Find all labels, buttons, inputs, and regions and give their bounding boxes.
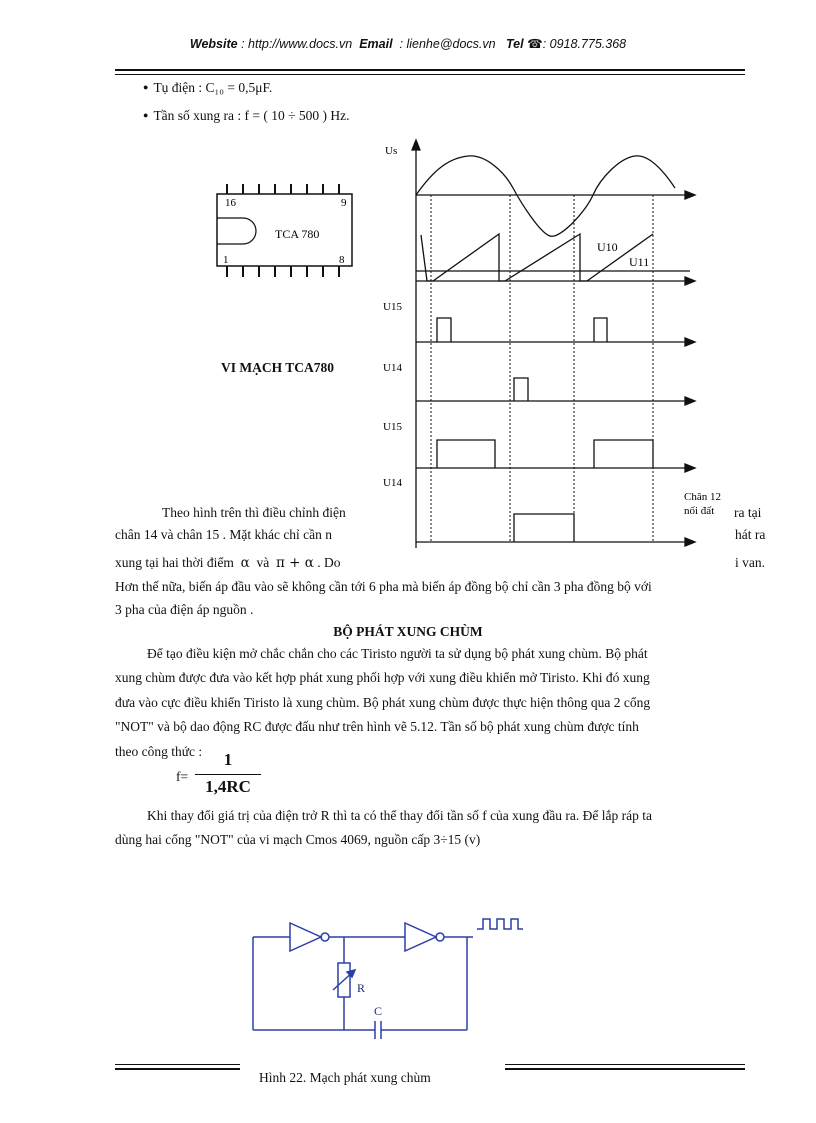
label-u14-a: U14 (383, 362, 402, 374)
tel-value: : 0918.775.368 (542, 37, 627, 51)
para2 (115, 642, 770, 764)
website-label: Website (189, 37, 238, 51)
chip-pin-8: 8 (339, 254, 345, 266)
para3 (115, 804, 770, 852)
note-ground: nối đất (684, 505, 715, 517)
email-label: Email (359, 37, 393, 51)
para1-line5: 3 pha của điện áp nguồn . (115, 602, 254, 617)
chip-pin-1: 1 (223, 254, 229, 266)
para2-line2: xung chùm được đưa vào kết hợp phát xung phối hợp với xung điều khiển mở Tiristo. Khi đó xung (115, 670, 650, 686)
tel-label: Tel (506, 37, 524, 51)
section-title: BỘ PHÁT XUNG CHÙM (333, 624, 483, 639)
footer-rule-left-thin (115, 1064, 240, 1065)
label-u14-b: U14 (383, 477, 402, 489)
para1-line2-left: chân 14 và chân 15 . Mặt khác chỉ cần n (115, 527, 333, 542)
para1-line2-right: hát ra (735, 527, 766, 542)
formula-bar (195, 774, 261, 775)
para1-line3-b: . Do (317, 555, 341, 570)
note-pin12: Chân 12 (684, 491, 721, 503)
bullet-frequency: ● Tần số xung ra : f = ( 10 ÷ 500 ) Hz. (143, 108, 350, 124)
formula-numerator: 1 (223, 750, 233, 769)
chip-caption: VI MẠCH TCA780 (221, 360, 335, 375)
para1-line3-a: xung tại hai thời điểm (115, 555, 234, 570)
para1-line3 (115, 553, 341, 573)
para2-line1: Để tạo điều kiện mở chắc chắn cho các Tiristo người ta sử dụng bộ phát xung chùm. Bộ phát (147, 646, 648, 661)
para1-line1-right: ra tại (734, 505, 762, 520)
para2-line4: "NOT" và bộ dao động RC được đấu như trên hình vẽ 5.12. Tần số bộ phát xung chùm được tính (115, 719, 639, 735)
footer-rule-right (505, 1068, 745, 1070)
para2-line5: theo công thức : (115, 743, 203, 759)
phone-icon: ☎ (527, 37, 543, 51)
label-u11: U11 (629, 255, 650, 269)
label-r: R (357, 981, 366, 995)
header-rule (115, 69, 745, 71)
para1-line1-left: Theo hình trên thì điều chỉnh điện (162, 505, 346, 520)
bullet-capacitor: ● Tụ điện : C₁₀ = 0,5μF. (143, 80, 272, 96)
header-rule-thin (115, 74, 745, 75)
label-u15-b: U15 (383, 421, 402, 433)
figure-caption: Hình 22. Mạch phát xung chùm (259, 1070, 431, 1085)
para1-line4: Hơn thế nữa, biến áp đầu vào sẽ không cần tới 6 pha mà biến áp đồng bộ chỉ cần 3 pha đồng bộ với (115, 579, 652, 594)
formula-denominator: 1,4RC (205, 777, 251, 796)
pi-alpha-symbol: π + α (276, 555, 314, 571)
label-us: Us (385, 145, 398, 157)
email-value: : lienhe@docs.vn (399, 37, 496, 51)
timing-diagram (375, 138, 721, 553)
page-header (0, 36, 816, 51)
para3-line2: dùng hai cổng "NOT" của vi mạch Cmos 4069, nguồn cấp 3÷15 (v) (115, 832, 481, 847)
para2-line3: đưa vào cực điều khiển Tiristo là xung chùm. Bộ phát xung chùm được thực hiện thông qua 2 cổng (115, 694, 651, 710)
website-value: : http://www.docs.vn (241, 37, 353, 51)
tca780-chip-diagram (205, 180, 375, 290)
label-u15-a: U15 (383, 301, 402, 313)
chip-name: TCA 780 (275, 227, 320, 241)
alpha-symbol: α (240, 555, 250, 571)
para1-line3-right: i van. (735, 555, 765, 570)
and-word: và (256, 555, 270, 570)
label-c: C (374, 1004, 383, 1018)
chip-pin-16: 16 (225, 197, 236, 209)
chip-pin-9: 9 (341, 197, 347, 209)
pulse-generator-circuit (245, 915, 535, 1045)
label-u10: U10 (597, 240, 618, 254)
formula-lhs: f= (176, 769, 189, 784)
para3-line1: Khi thay đổi giá trị của điện trở R thì ta có thể thay đổi tần số f của xung đầu ra. Để lắp ráp ta (147, 808, 652, 823)
footer-rule-right-thin (505, 1064, 745, 1065)
footer-rule-left (115, 1068, 240, 1070)
